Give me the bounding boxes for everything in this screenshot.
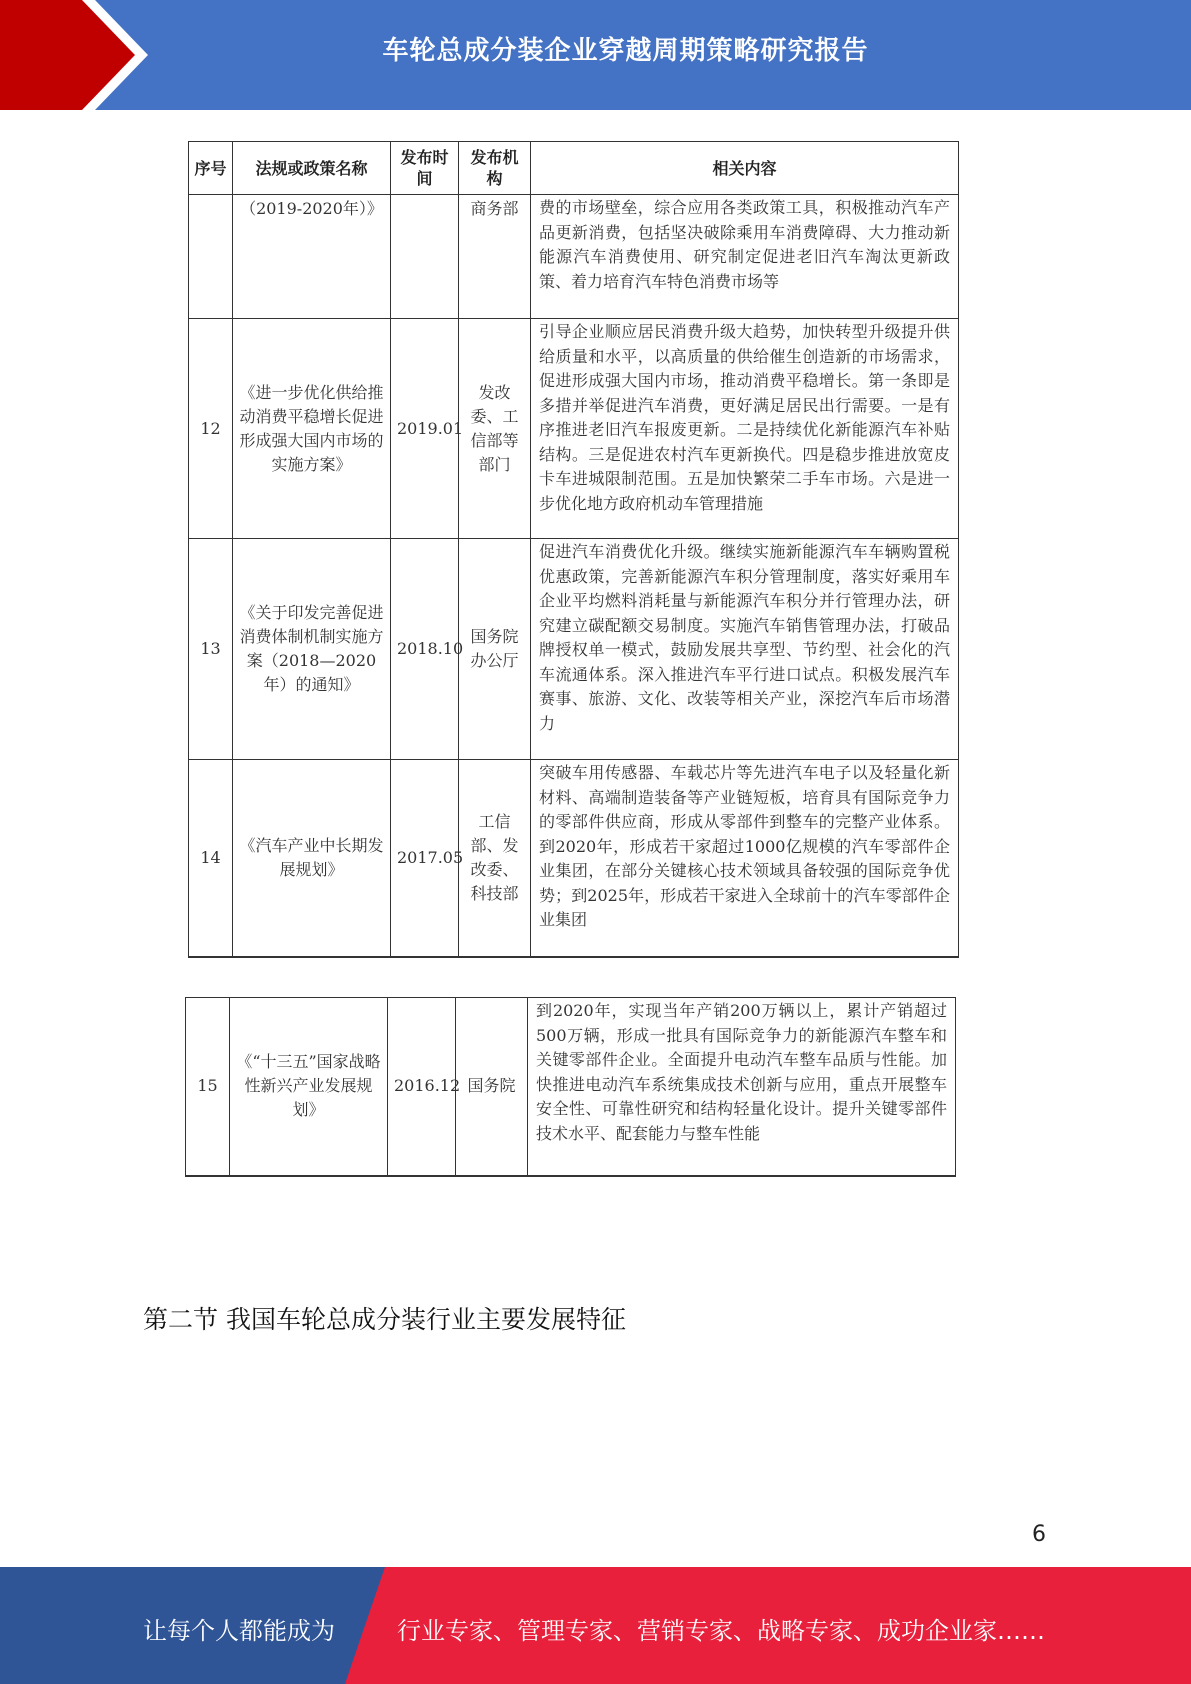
page-footer bbox=[0, 1567, 1191, 1684]
row-no: 15 bbox=[186, 998, 230, 1176]
row-org: 国务院 bbox=[456, 998, 528, 1176]
report-title: 车轮总成分装企业穿越周期策略研究报告 bbox=[382, 36, 869, 66]
row-date: 2017.05 bbox=[391, 760, 459, 957]
row-policy-name: 《“十三五”国家战略性新兴产业发展规划》 bbox=[230, 998, 388, 1176]
table-row bbox=[189, 760, 959, 957]
section-heading: 第二节 我国车轮总成分装行业主要发展特征 bbox=[143, 1305, 626, 1334]
header-policy-name: 法规或政策名称 bbox=[233, 142, 391, 195]
table-row bbox=[189, 319, 959, 539]
footer-slogan-left: 让每个人都能成为 bbox=[143, 1617, 335, 1645]
row-no: 14 bbox=[189, 760, 233, 957]
header-org: 发布机构 bbox=[459, 142, 531, 195]
policy-table-continued bbox=[185, 997, 956, 1177]
row-org: 商务部 bbox=[459, 195, 531, 319]
row-no: 13 bbox=[189, 539, 233, 760]
row-policy-name: 《关于印发完善促进消费体制机制实施方案（2018—2020年）的通知》 bbox=[233, 539, 391, 760]
header-content: 相关内容 bbox=[531, 142, 959, 195]
row-date: 2018.10 bbox=[391, 539, 459, 760]
row-content: 促进汽车消费优化升级。继续实施新能源汽车车辆购置税优惠政策，完善新能源汽车积分管理制度，落实好乘用车企业平均燃料消耗量与新能源汽车积分并行管理办法，研究建立碳配额交易制度。实施汽车销售管理办法，打破品牌授权单一模式，鼓励发展共享型、节约型、社会化的汽车流通体系。深入推进汽车平行进口试点。积极发展汽车赛事、旅游、文化、改装等相关产业，深挖汽车后市场潜力 bbox=[531, 539, 959, 760]
page-number: 6 bbox=[1032, 1522, 1046, 1547]
row-content: 到2020年，实现当年产销200万辆以上，累计产销超过500万辆，形成一批具有国际竞争力的新能源汽车整车和关键零部件企业。全面提升电动汽车整车品质与性能。加快推进电动汽车系统集成技术创新与应用，重点开展整车安全性、可靠性研究和结构轻量化设计。提升关键零部件技术水平、配套能力与整车性能 bbox=[528, 998, 956, 1176]
row-date: 2019.01 bbox=[391, 319, 459, 539]
table-row bbox=[189, 539, 959, 760]
row-content: 费的市场壁垒，综合应用各类政策工具，积极推动汽车产品更新消费，包括坚决破除乘用车消费障碍、大力推动新能源汽车消费使用、研究制定促进老旧汽车淘汰更新政策、着力培育汽车特色消费市场等 bbox=[531, 195, 959, 319]
row-policy-name: 《汽车产业中长期发展规划》 bbox=[233, 760, 391, 957]
table-row bbox=[189, 195, 959, 319]
row-no: 12 bbox=[189, 319, 233, 539]
row-org: 工信部、发改委、科技部 bbox=[459, 760, 531, 957]
header-date: 发布时间 bbox=[391, 142, 459, 195]
row-policy-name: （2019-2020年）》 bbox=[233, 195, 391, 319]
row-no bbox=[189, 195, 233, 319]
row-org: 国务院办公厅 bbox=[459, 539, 531, 760]
row-content: 突破车用传感器、车载芯片等先进汽车电子以及轻量化新材料、高端制造装备等产业链短板，培育具有国际竞争力的零部件供应商，形成从零部件到整车的完整产业体系。到2020年，形成若干家超过1000亿规模的汽车零部件企业集团，在部分关键核心技术领域具备较强的国际竞争优势；到2025年，形成若干家进入全球前十的汽车零部件企业集团 bbox=[531, 760, 959, 957]
row-org: 发改委、工信部等部门 bbox=[459, 319, 531, 539]
page-header bbox=[0, 0, 1191, 110]
row-content: 引导企业顺应居民消费升级大趋势，加快转型升级提升供给质量和水平，以高质量的供给催生创造新的市场需求，促进形成强大国内市场，推动消费平稳增长。第一条即是多措并举促进汽车消费，更好满足居民出行需要。一是有序推进老旧汽车报废更新。二是持续优化新能源汽车补贴结构。三是促进农村汽车更新换代。四是稳步推进放宽皮卡车进城限制范围。五是加快繁荣二手车市场。六是进一步优化地方政府机动车管理措施 bbox=[531, 319, 959, 539]
policy-table bbox=[188, 141, 959, 958]
row-date: 2016.12 bbox=[388, 998, 456, 1176]
row-policy-name: 《进一步优化供给推动消费平稳增长促进形成强大国内市场的实施方案》 bbox=[233, 319, 391, 539]
row-date bbox=[391, 195, 459, 319]
footer-slogan-right: 行业专家、管理专家、营销专家、战略专家、成功企业家…… bbox=[397, 1617, 1045, 1645]
header-no: 序号 bbox=[189, 142, 233, 195]
table-row bbox=[186, 998, 956, 1176]
